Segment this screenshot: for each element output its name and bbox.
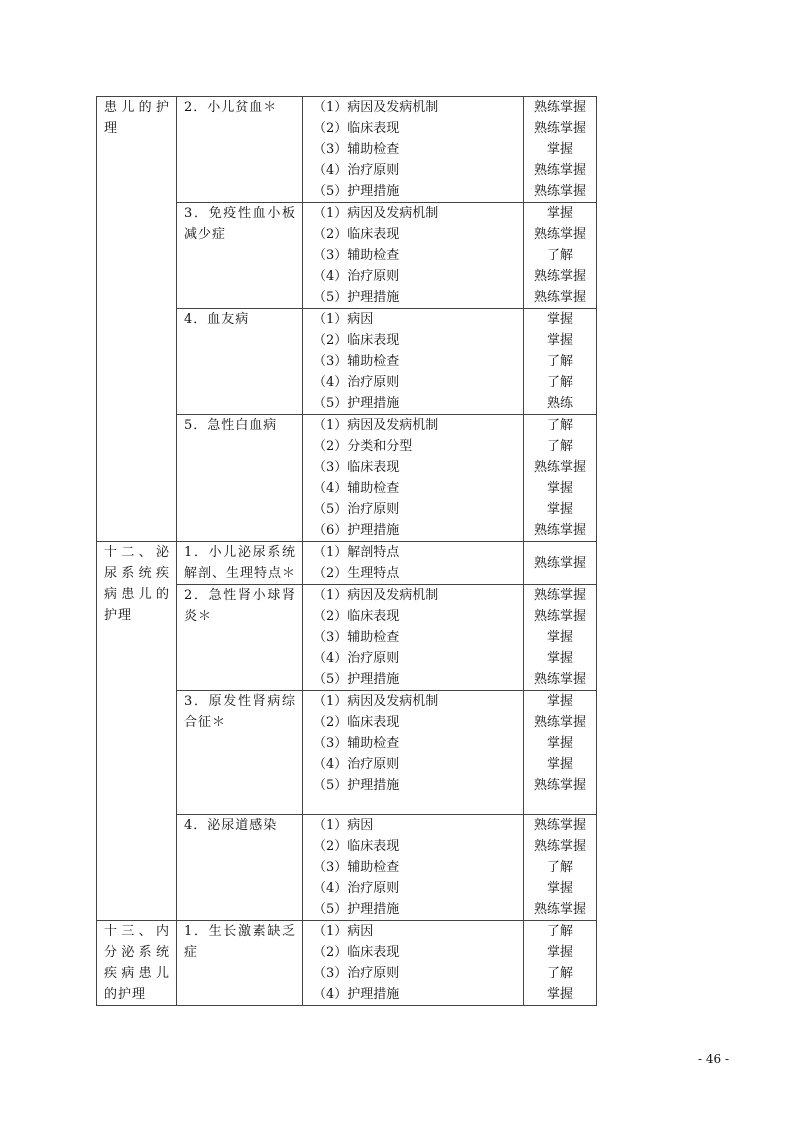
- item-line: （1）病因及发病机制: [313, 694, 439, 709]
- item-line: （4）护理措施: [313, 987, 400, 1002]
- item-line: （2）临床表现: [313, 227, 400, 242]
- item-line: （4）治疗原则: [313, 269, 400, 284]
- unit-cell: [97, 542, 177, 921]
- requirement-level: 掌握: [546, 312, 573, 327]
- unit-title: 十三、内分泌系统疾病患儿的护理: [104, 924, 170, 1002]
- item-line: （5）护理措施: [313, 396, 400, 411]
- item-line: （1）病因及发病机制: [313, 100, 439, 115]
- item-line: （1）病因及发病机制: [313, 588, 439, 603]
- requirement-level: 了解: [546, 966, 573, 981]
- requirement-level: 熟练掌握: [533, 902, 586, 917]
- item-line: （4）治疗原则: [313, 881, 400, 896]
- requirement-level: 了解: [546, 924, 573, 939]
- topic-cell: [177, 585, 303, 691]
- unit-title: 患儿的护理: [104, 100, 170, 136]
- topic-name: 5．急性白血病: [184, 418, 278, 433]
- requirement-level: 掌握: [546, 757, 573, 772]
- requirement-cell: [524, 815, 597, 921]
- item-line: （5）护理措施: [313, 290, 400, 305]
- requirement-level: 熟练掌握: [533, 184, 586, 199]
- requirement-level: 掌握: [546, 481, 573, 496]
- items-cell: [303, 415, 524, 542]
- item-line: （5）治疗原则: [313, 502, 400, 517]
- item-line: （3）临床表现: [313, 460, 400, 475]
- topic-cell: [177, 691, 303, 815]
- requirement-level: 熟练掌握: [533, 100, 586, 115]
- requirement-level: 了解: [546, 354, 573, 369]
- requirement-cell: [524, 309, 597, 415]
- requirement-level: 掌握: [546, 736, 573, 751]
- item-line: （5）护理措施: [313, 902, 400, 917]
- item-line: （5）护理措施: [313, 672, 400, 687]
- items-cell: [303, 691, 524, 815]
- page-number: - 46 -: [697, 1052, 729, 1066]
- requirement-level: 熟练掌握: [533, 588, 586, 603]
- item-line: （3）辅助检查: [313, 142, 400, 157]
- topic-name: 1．小儿泌尿系统解剖、生理特点＊: [184, 545, 297, 581]
- requirement-level: 了解: [546, 418, 573, 433]
- item-line: （3）辅助检查: [313, 736, 400, 751]
- item-line: （2）临床表现: [313, 839, 400, 854]
- requirement-level: 掌握: [546, 142, 573, 157]
- item-line: （1）病因及发病机制: [313, 206, 439, 221]
- topic-cell: [177, 309, 303, 415]
- requirement-level: 了解: [546, 439, 573, 454]
- items-cell: [303, 309, 524, 415]
- items-cell: [303, 815, 524, 921]
- topic-cell: [177, 415, 303, 542]
- requirement-level: 掌握: [546, 881, 573, 896]
- requirement-level: 熟练掌握: [533, 555, 586, 571]
- requirement-level: 掌握: [546, 987, 573, 1002]
- table-row: [97, 921, 597, 1006]
- item-line: （1）病因: [313, 924, 374, 939]
- item-line: （3）辅助检查: [313, 860, 400, 875]
- requirement-cell: [524, 415, 597, 542]
- requirement-level: 熟练掌握: [533, 672, 586, 687]
- item-line: （5）护理措施: [313, 778, 400, 793]
- requirement-level: 掌握: [546, 333, 573, 348]
- requirement-level: 熟练掌握: [533, 121, 586, 136]
- items-cell: [303, 203, 524, 309]
- requirement-level: 熟练掌握: [533, 818, 586, 833]
- item-line: （2）临床表现: [313, 945, 400, 960]
- item-line: （4）治疗原则: [313, 757, 400, 772]
- requirement-level: 掌握: [546, 694, 573, 709]
- requirement-level: 了解: [546, 248, 573, 263]
- item-line: （1）病因: [313, 818, 374, 833]
- requirement-level: 熟练掌握: [533, 163, 586, 178]
- item-line: （3）治疗原则: [313, 966, 400, 981]
- item-line: （2）临床表现: [313, 333, 400, 348]
- requirement-level: 熟练掌握: [533, 269, 586, 284]
- item-line: （2）分类和分型: [313, 439, 413, 454]
- requirement-level: 熟练掌握: [533, 227, 586, 242]
- item-line: （2）临床表现: [313, 609, 400, 624]
- topic-cell: [177, 921, 303, 1006]
- topic-name: 3．原发性肾病综合征＊: [184, 694, 296, 730]
- topic-cell: [177, 815, 303, 921]
- spacer: [313, 796, 523, 814]
- item-line: （4）辅助检查: [313, 481, 400, 496]
- unit-title: 十二、泌尿系统疾病患儿的护理: [104, 545, 170, 623]
- requirement-level: 熟练掌握: [533, 609, 586, 624]
- requirement-level: 熟练掌握: [533, 839, 586, 854]
- items-cell: [303, 97, 524, 203]
- topic-name: 1．生长激素缺乏症: [184, 924, 296, 960]
- item-line: （5）护理措施: [313, 184, 400, 199]
- topic-cell: [177, 542, 303, 585]
- topic-name: 3．免疫性血小板减少症: [184, 206, 296, 242]
- item-line: （2）临床表现: [313, 121, 400, 136]
- items-cell: [303, 921, 524, 1006]
- requirement-level: 掌握: [546, 651, 573, 666]
- topic-cell: [177, 97, 303, 203]
- topic-cell: [177, 203, 303, 309]
- requirement-cell: [524, 921, 597, 1006]
- requirement-level: 掌握: [546, 945, 573, 960]
- requirement-cell: [524, 585, 597, 691]
- item-line: （3）辅助检查: [313, 630, 400, 645]
- item-line: （2）生理特点: [313, 566, 400, 581]
- requirement-level: 熟练掌握: [533, 715, 586, 730]
- topic-name: 4．泌尿道感染: [184, 818, 278, 833]
- requirement-level: 掌握: [546, 502, 573, 517]
- requirement-level: 熟练: [546, 396, 573, 411]
- item-line: （4）治疗原则: [313, 375, 400, 390]
- requirement-cell: [524, 97, 597, 203]
- topic-name: 4．血友病: [184, 312, 250, 327]
- items-cell: [303, 585, 524, 691]
- requirement-level: 熟练掌握: [533, 778, 586, 793]
- item-line: （1）病因: [313, 312, 374, 327]
- item-line: （3）辅助检查: [313, 248, 400, 263]
- items-cell: [303, 542, 524, 585]
- item-line: （4）治疗原则: [313, 651, 400, 666]
- requirement-level: 掌握: [546, 630, 573, 645]
- topic-name: 2．急性肾小球肾炎＊: [184, 588, 296, 624]
- topic-name: 2．小儿贫血＊: [184, 100, 278, 115]
- requirement-level: 熟练掌握: [533, 290, 586, 305]
- item-line: （2）临床表现: [313, 715, 400, 730]
- unit-cell: [97, 97, 177, 542]
- requirement-cell: [524, 542, 597, 585]
- item-line: （6）护理措施: [313, 523, 400, 538]
- requirement-level: 了解: [546, 375, 573, 390]
- table-row: [97, 97, 597, 203]
- item-line: （1）解剖特点: [313, 545, 400, 560]
- table-row: [97, 542, 597, 585]
- item-line: （1）病因及发病机制: [313, 418, 439, 433]
- unit-cell: [97, 921, 177, 1006]
- item-line: （4）治疗原则: [313, 163, 400, 178]
- item-line: （3）辅助检查: [313, 354, 400, 369]
- requirement-level: 掌握: [546, 206, 573, 221]
- requirement-cell: [524, 203, 597, 309]
- requirement-level: 了解: [546, 860, 573, 875]
- requirement-level: 熟练掌握: [533, 460, 586, 475]
- requirement-level: 熟练掌握: [533, 523, 586, 538]
- requirement-cell: [524, 691, 597, 815]
- syllabus-table: [96, 96, 597, 1006]
